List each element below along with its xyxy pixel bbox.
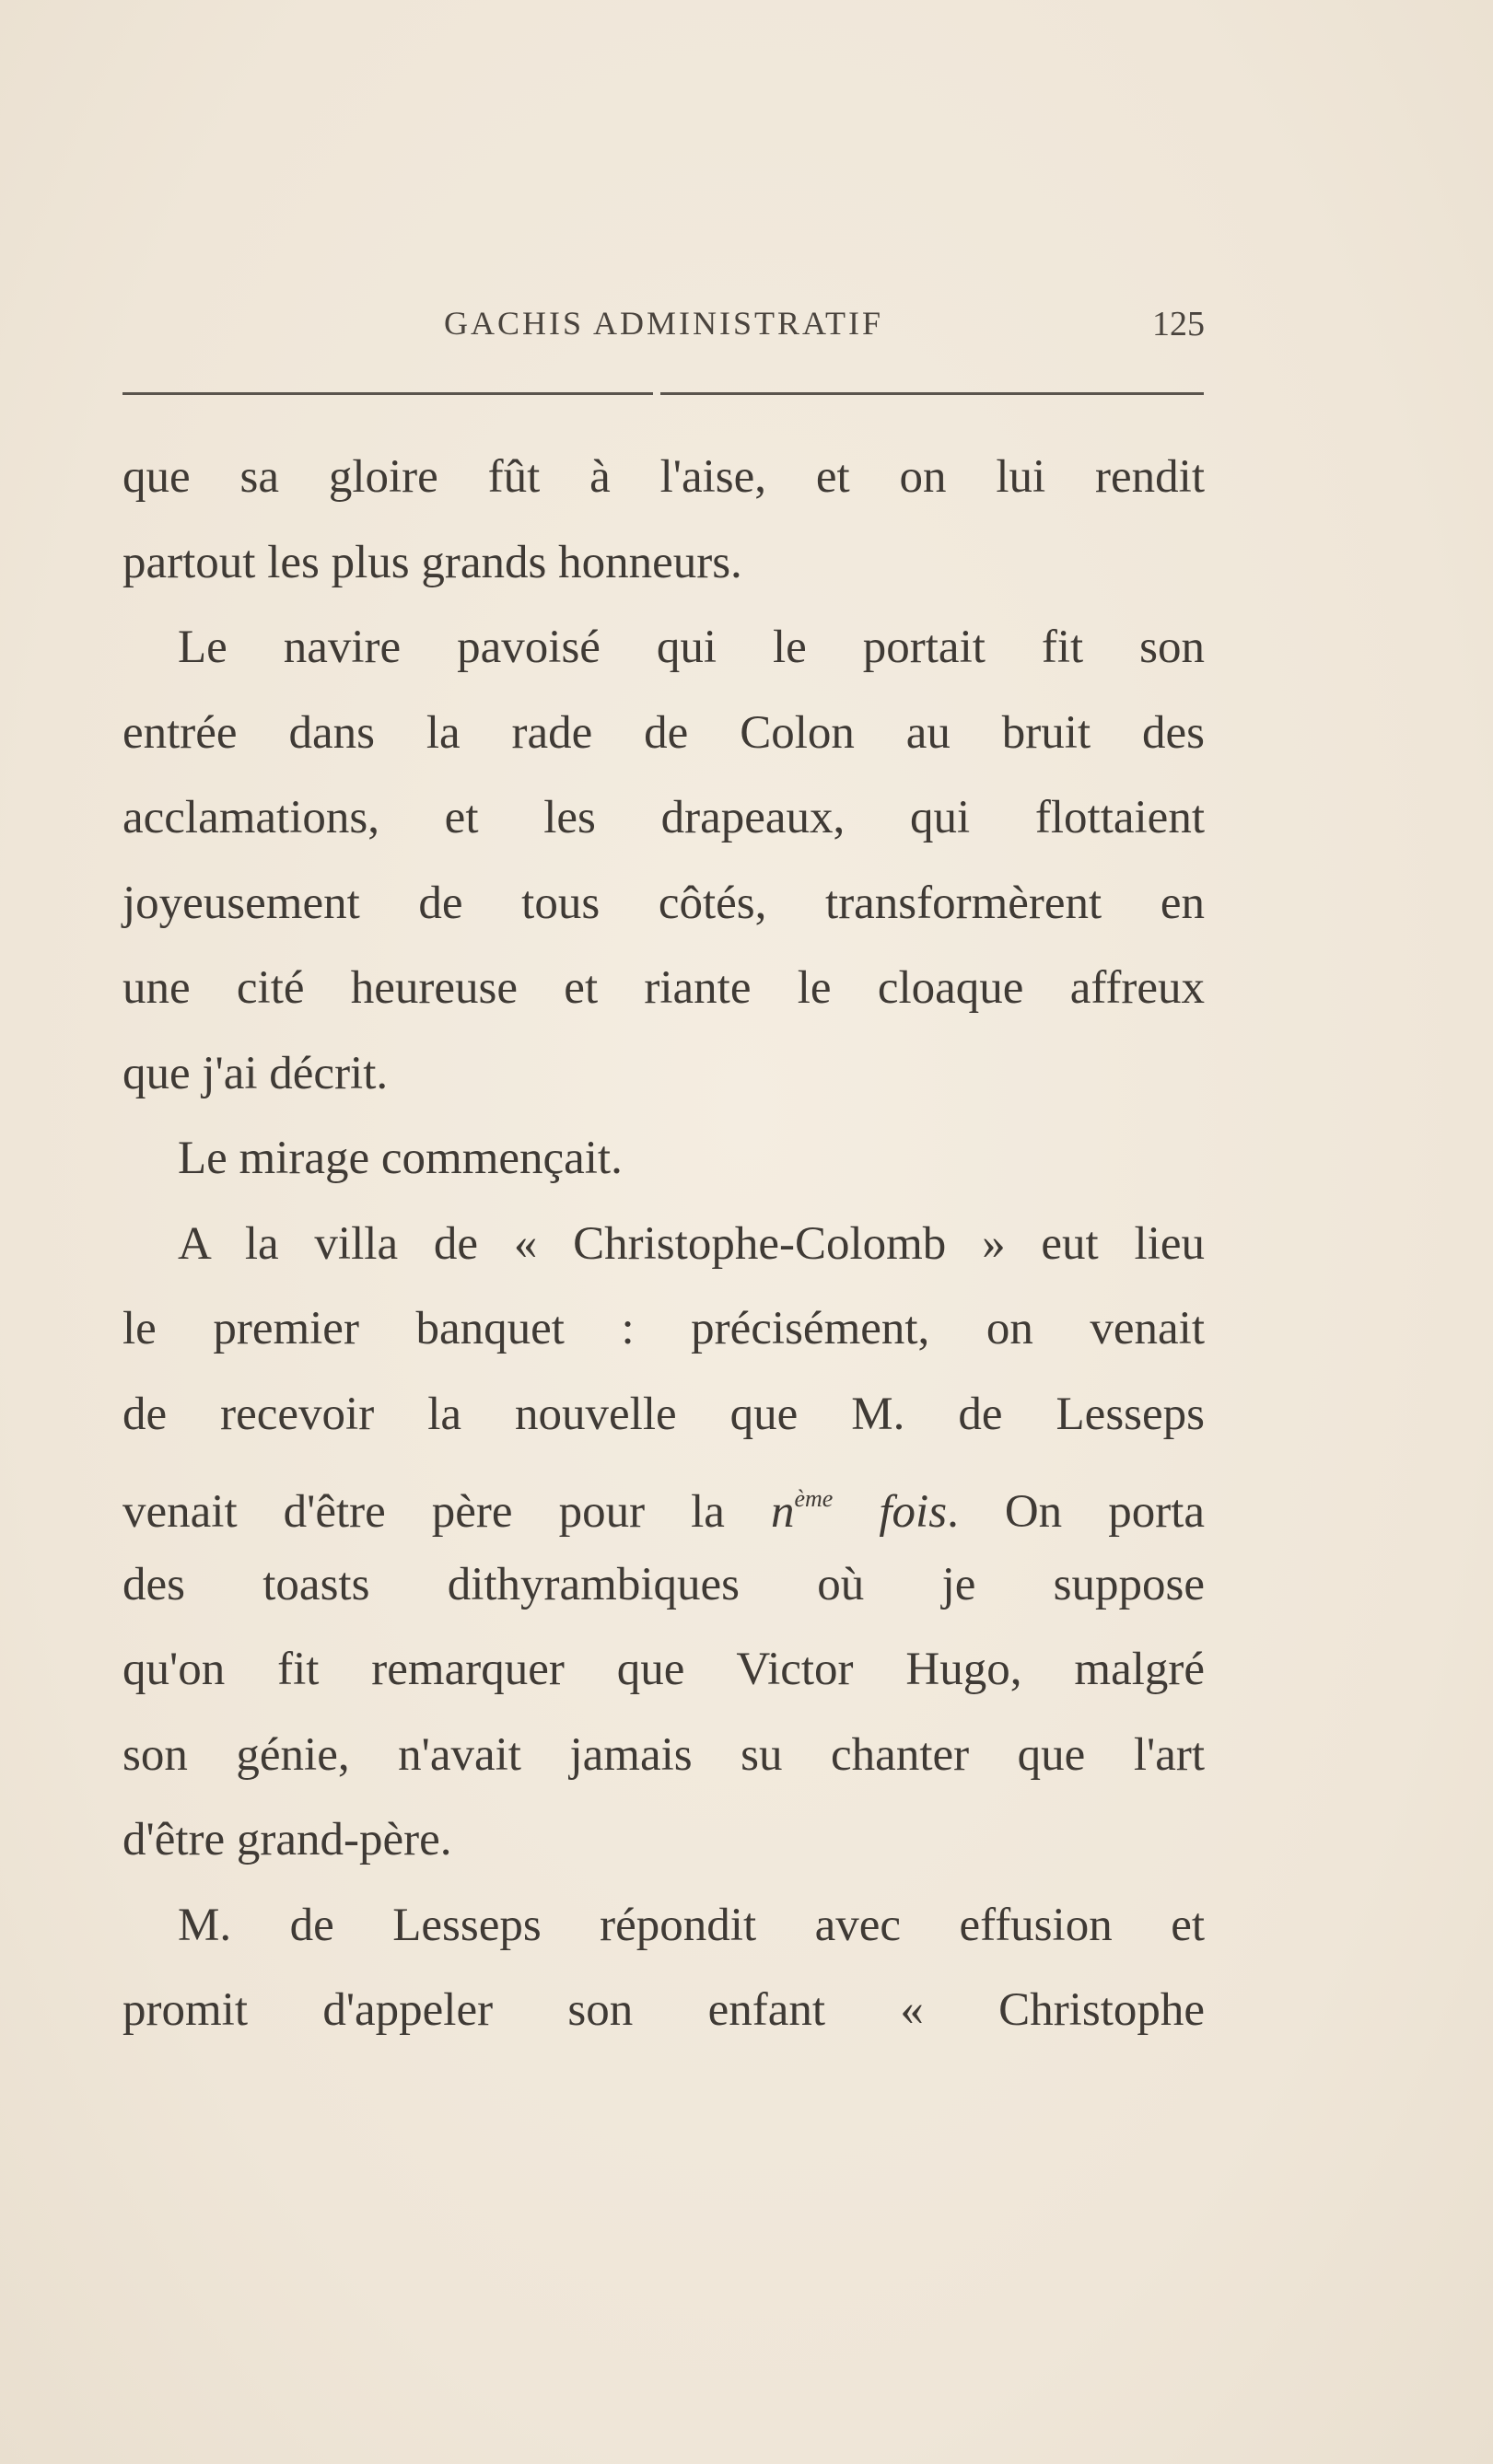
text-line: que sa gloire fût à l'aise, et on lui rendit bbox=[122, 451, 1205, 503]
text-line: qu'on fit remarquer que Victor Hugo, malgré bbox=[122, 1644, 1205, 1695]
text-span: venait d'être père pour la bbox=[122, 1486, 771, 1538]
running-title: GACHIS ADMINISTRATIF bbox=[443, 305, 884, 342]
text-line: Le mirage commençait. bbox=[178, 1133, 623, 1184]
text-line: promit d'appeler son enfant « Christophe bbox=[122, 1984, 1205, 2036]
text-line: une cité heureuse et riante le cloaque affreux bbox=[122, 962, 1205, 1014]
text-line: son génie, n'avait jamais su chanter que l'art bbox=[122, 1728, 1205, 1781]
page-header bbox=[122, 304, 1205, 350]
italic-n: n bbox=[770, 1486, 795, 1538]
text-line: Le navire pavoisé qui le portait fit son bbox=[178, 622, 1205, 673]
italic-fois: fois bbox=[833, 1486, 948, 1538]
text-line: de recevoir la nouvelle que M. de Lesseps bbox=[122, 1388, 1205, 1440]
text-line: des toasts dithyrambiques où je suppose bbox=[122, 1558, 1205, 1610]
text-line: entrée dans la rade de Colon au bruit des bbox=[122, 706, 1205, 759]
body-text bbox=[122, 440, 1205, 2059]
page-number: 125 bbox=[1152, 305, 1205, 343]
text-line: que j'ai décrit. bbox=[122, 1047, 389, 1099]
text-line: acclamations, et les drapeaux, qui flottaient bbox=[122, 792, 1205, 843]
superscript-eme: ème bbox=[794, 1485, 834, 1512]
text-span: . On porta bbox=[947, 1486, 1206, 1538]
header-rule-right bbox=[660, 392, 1204, 395]
text-line: d'être grand-père. bbox=[122, 1814, 452, 1865]
text-line: A la villa de « Christophe-Colomb » eut lieu bbox=[178, 1217, 1205, 1270]
text-line: M. de Lesseps répondit avec effusion et bbox=[178, 1899, 1205, 1951]
header-rule-left bbox=[122, 392, 653, 395]
text-line bbox=[122, 1462, 1205, 1548]
text-line: partout les plus grands honneurs. bbox=[122, 536, 742, 588]
text-line: joyeusement de tous côtés, transformèrent en bbox=[122, 877, 1205, 929]
text-line: le premier banquet : précisément, on venait bbox=[122, 1303, 1205, 1354]
